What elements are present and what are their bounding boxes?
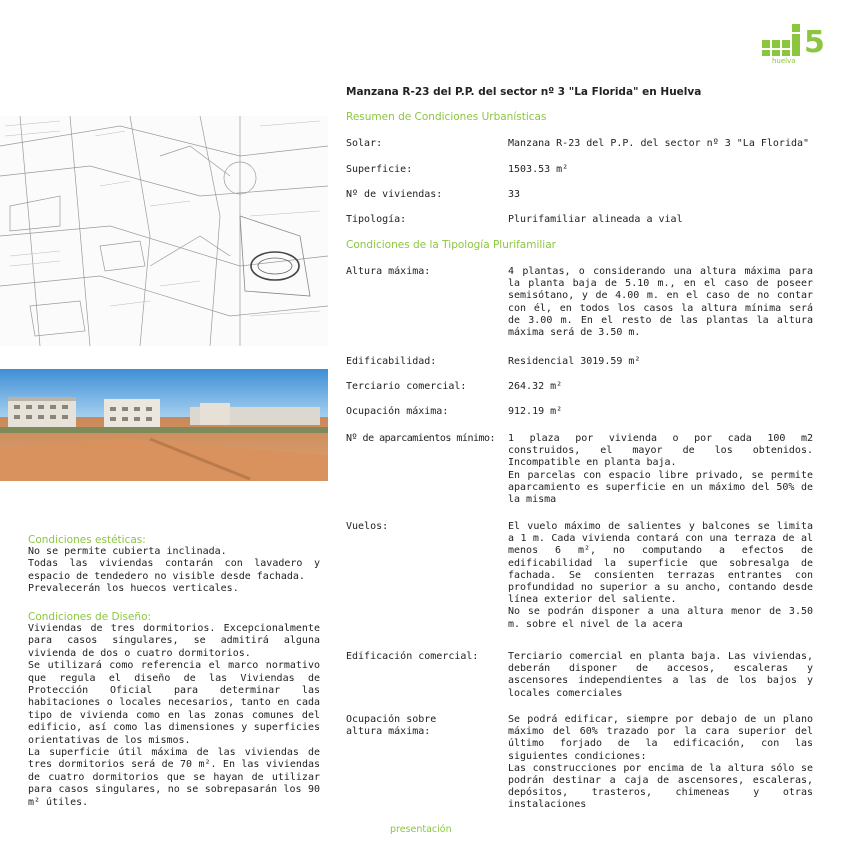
terciario-value: 264.32 m² <box>508 381 563 392</box>
ocupacion-altura-value: Se podrá edificar, siempre por debajo de un plano máximo del 60% trazado por la cara superior del último forjado de la edificación, con las siguientes condiciones: Las construcciones por encima de la altura sólo se podrán destinar a caja de ascensores, escaleras, depósitos, trasteros, chimeneas y otras instalaciones <box>508 714 813 811</box>
vuelos-label: Vuelos: <box>346 521 389 532</box>
vuelos-value: El vuelo máximo de salientes y balcones se limita a 1 m. Cada vivienda contará con una terraza de al menos 6 m², no computando a efectos de edificabilidad la superficie que sobresalga de fachada. Se consienten terrazas entrantes con profundidad no superior a su ancho, contando desde línea exterior del saliente. No se podrán disponer a una altura menor de 3.50 m. sobre el nivel de la acera <box>508 521 813 630</box>
ocupacion-label: Ocupación máxima: <box>346 406 449 417</box>
solar-value: Manzana R-23 del P.P. del sector nº 3 "La Florida" <box>508 138 810 149</box>
esteticas-text: No se permite cubierta inclinada. Todas las viviendas contarán con lavadero y espacio de tendedero no visible desde fachada. Prevalecerán los huecos verticales. <box>28 546 320 595</box>
diseno-text: Viviendas de tres dormitorios. Excepcionalmente para casos singulares, se admitirá alguna vivienda de dos o cuatro dormitorios. Se utilizará como referencia el marco normativo que regula el diseño de las Viviendas de Protección Oficial para determinar las habitaciones o locales necesarios, tanto en cada tipo de vivienda como en las zonas comunes del edificio, así como las dimensiones y superficies orientativas de los mismos. La superficie útil máxima de las viviendas de tres dormitorios será de 70 m². En las viviendas de cuatro dormitorios que se hayan de utilizar para casos singulares, no se sobrepasarán los 90 m² útiles. <box>28 623 320 808</box>
edif-comercial-label: Edificación comercial: <box>346 651 479 662</box>
logo-caption: huelva <box>772 57 796 65</box>
ocupacion-value: 912.19 m² <box>508 406 563 417</box>
aparcamientos-value: 1 plaza por vivienda o por cada 100 m2 construidos, el mayor de los obtenidos. Incompatible en planta baja. En parcelas con espacio libre privado, se permite aparcamiento es superficie en un máximo del 50% de la misma <box>508 433 813 506</box>
tipologia-value: Plurifamiliar alineada a vial <box>508 214 683 225</box>
edif-comercial-value: Terciario comercial en planta baja. Las viviendas, deberán disponer de accesos, escaleras y ascensores independientes a las de los bajos y locales comerciales <box>508 651 813 699</box>
diseno-heading: Condiciones de Diseño: <box>28 611 152 623</box>
site-photo <box>0 369 328 481</box>
tipologia-label: Tipología: <box>346 214 407 225</box>
edificabilidad-value: Residencial 3019.59 m² <box>508 356 641 367</box>
esteticas-heading: Condiciones estéticas: <box>28 534 146 546</box>
altura-label: Altura máxima: <box>346 266 431 277</box>
aparcamientos-label: Nº de aparcamientos mínimo: <box>346 433 496 444</box>
logo-number: 5 <box>804 25 825 60</box>
viviendas-label: Nº de viviendas: <box>346 189 443 200</box>
edificabilidad-label: Edificabilidad: <box>346 356 437 367</box>
tipologia-heading: Condiciones de la Tipología Plurifamiliar <box>346 239 556 251</box>
ocupacion-altura-label: Ocupación sobre altura máxima: <box>346 714 437 738</box>
page-title: Manzana R-23 del P.P. del sector nº 3 "La Florida" en Huelva <box>346 86 702 98</box>
solar-label: Solar: <box>346 138 383 149</box>
viviendas-value: 33 <box>508 189 521 200</box>
footer-link[interactable]: presentación <box>390 824 452 835</box>
superficie-value: 1503.53 m² <box>508 164 569 175</box>
terciario-label: Terciario comercial: <box>346 381 467 392</box>
site-plan-map <box>0 116 328 346</box>
altura-value: 4 plantas, o considerando una altura máxima para la planta baja de 5.10 m., en el caso de poseer semisótano, y de 4.00 m. en el caso de no contar con él, en todos los casos la altura mínima será de 3.00 m. En el resto de las plantas la altura máxima será de 3.50 m. <box>508 266 813 339</box>
resumen-heading: Resumen de Condiciones Urbanísticas <box>346 111 547 123</box>
superficie-label: Superficie: <box>346 164 413 175</box>
